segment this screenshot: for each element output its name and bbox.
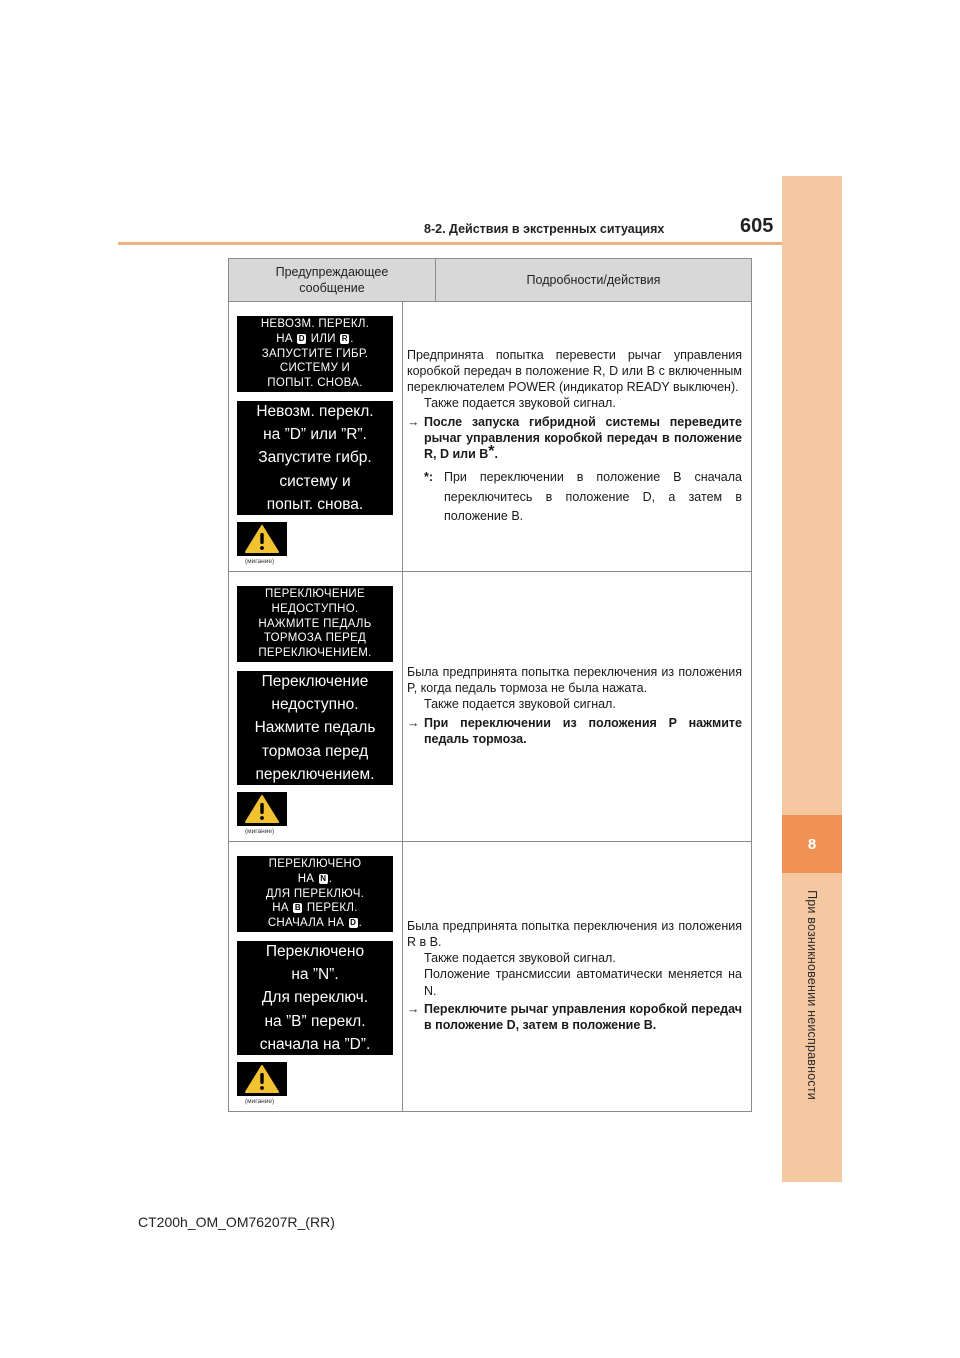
warning-light bbox=[237, 522, 287, 556]
message-cell bbox=[229, 572, 403, 841]
sound-text: Также подается звуковой сигнал. bbox=[424, 396, 616, 411]
arrow-right-icon: → bbox=[407, 715, 420, 730]
display-large: Переключено на ”N”. Для переключ. на ”B” перекл. сначала на ”D”. bbox=[237, 941, 393, 1055]
footnote: *: При переключении в положение B сначала переключитесь в положение D, а затем в положение B. bbox=[424, 470, 742, 524]
sound-text: Также подается звуковой сигнал. bbox=[424, 951, 616, 966]
gear-d-icon: D bbox=[298, 333, 305, 343]
document-code: CT200h_OM_OM76207R_(RR) bbox=[138, 1214, 335, 1230]
auto-shift-text: Положение трансмиссии автоматически меняется на N. bbox=[424, 967, 742, 998]
action-step: → После запуска гибридной системы переведите рычаг управления коробкой передач в положение R, D или B*. bbox=[407, 414, 742, 462]
chapter-number-tab[interactable]: 8 bbox=[782, 815, 842, 873]
cause-text: Предпринята попытка перевести рычаг управления коробкой передач в положение R, D или B с включенным переключателем POWER (индикатор READY выключен). bbox=[407, 347, 742, 395]
display-large: Невозм. перекл. на ”D” или ”R”. Запустите гибр. систему и попыт. снова. bbox=[237, 401, 393, 515]
col-header-message: Предупреждающее сообщение bbox=[229, 259, 436, 301]
sound-text: Также подается звуковой сигнал. bbox=[424, 697, 616, 712]
table-row bbox=[229, 842, 751, 1111]
arrow-right-icon: → bbox=[407, 1001, 420, 1016]
section-title: 8-2. Действия в экстренных ситуациях bbox=[424, 222, 665, 236]
chapter-title-vertical: При возникновении неисправности bbox=[805, 889, 820, 1100]
details-cell bbox=[403, 572, 750, 841]
table-row bbox=[229, 302, 751, 572]
display-large: Переключение недоступно. Нажмите педаль тормоза перед переключением. bbox=[237, 671, 393, 785]
cause-text: Была предпринята попытка переключения из положения P, когда педаль тормоза не была нажата. bbox=[407, 664, 742, 696]
warning-messages-table bbox=[228, 258, 752, 1112]
warning-triangle-icon bbox=[244, 524, 280, 554]
table-row bbox=[229, 572, 751, 842]
details-cell bbox=[403, 302, 750, 571]
warning-blink-label: (мигание) bbox=[245, 1098, 275, 1105]
warning-light bbox=[237, 792, 287, 826]
warning-triangle-icon bbox=[244, 1064, 280, 1094]
action-step: → Переключите рычаг управления коробкой передач в положение D, затем в положение B. bbox=[407, 1001, 742, 1033]
cause-text: Была предпринята попытка переключения из положения R в B. bbox=[407, 918, 742, 949]
display-small: ПЕРЕКЛЮЧЕНИЕ НЕДОСТУПНО. НАЖМИТЕ ПЕДАЛЬ ТОРМОЗА ПЕРЕД ПЕРЕКЛЮЧЕНИЕМ. bbox=[237, 586, 393, 662]
details-cell bbox=[403, 842, 750, 1111]
gear-n-icon: N bbox=[320, 873, 327, 883]
warning-blink-label: (мигание) bbox=[245, 558, 275, 565]
warning-triangle-icon bbox=[244, 794, 280, 824]
gear-d-icon: D bbox=[350, 918, 357, 928]
col-header-details: Подробности/действия bbox=[526, 272, 661, 287]
arrow-right-icon: → bbox=[407, 414, 420, 429]
header-rule bbox=[118, 242, 782, 245]
gear-r-icon: R bbox=[341, 333, 348, 343]
gear-b-icon: B bbox=[294, 903, 301, 913]
message-cell bbox=[229, 302, 403, 571]
display-small: НЕВОЗМ. ПЕРЕКЛ. НА D ИЛИ R . ЗАПУСТИТЕ ГИБР. СИСТЕМУ И ПОПЫТ. СНОВА. bbox=[237, 316, 393, 392]
table-header bbox=[229, 259, 751, 302]
action-step: → При переключении из положения P нажмите педаль тормоза. bbox=[407, 715, 742, 746]
display-small: ПЕРЕКЛЮЧЕНО НА N . ДЛЯ ПЕРЕКЛЮЧ. НА B ПЕРЕКЛ. СНАЧАЛА НА D . bbox=[237, 856, 393, 932]
warning-light bbox=[237, 1062, 287, 1096]
page-number: 605 bbox=[740, 215, 774, 237]
message-cell bbox=[229, 842, 403, 1111]
warning-blink-label: (мигание) bbox=[245, 828, 275, 835]
